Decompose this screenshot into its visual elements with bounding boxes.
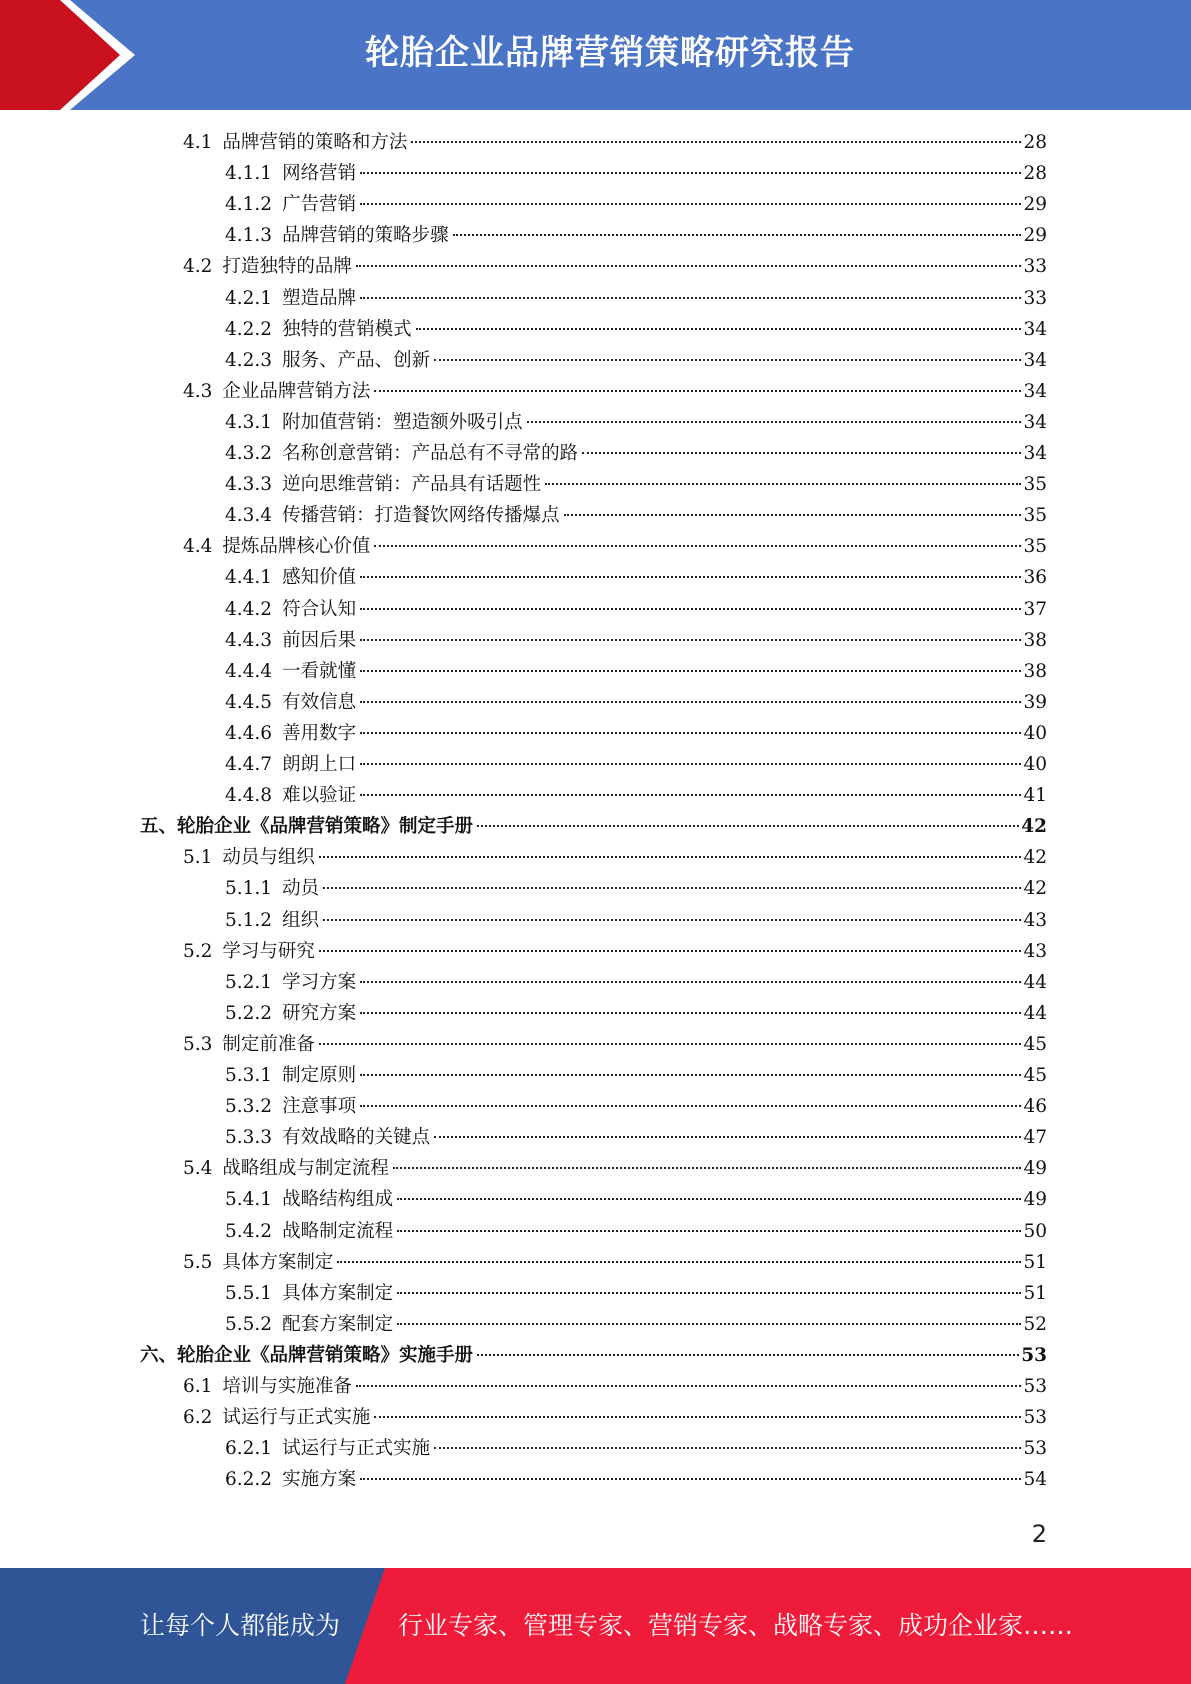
toc-entry-page: 33: [1023, 287, 1047, 309]
toc-entry-number: 4.4.6: [225, 722, 273, 744]
toc-entry-label: 具体方案制定: [222, 1251, 334, 1273]
toc-dot-leader: [360, 732, 1021, 734]
toc-entry-number: 5.2.2: [225, 1002, 273, 1024]
toc-entry-page: 29: [1023, 194, 1047, 216]
toc-entry-label: 服务、产品、创新: [282, 349, 431, 371]
toc-dot-leader: [374, 1416, 1021, 1418]
toc-entry-page: 43: [1023, 940, 1047, 962]
toc-entry-label: 品牌营销的策略步骤: [282, 225, 449, 247]
toc-entry-label: 制定原则: [282, 1065, 357, 1086]
toc-entry[interactable]: [225, 500, 1047, 531]
toc-entry[interactable]: [225, 967, 1047, 998]
toc-dot-leader: [397, 1323, 1021, 1325]
toc-dot-leader: [360, 1478, 1021, 1480]
toc-entry-page: 51: [1023, 1282, 1047, 1304]
toc-dot-leader: [360, 297, 1021, 299]
toc-entry[interactable]: [140, 811, 1047, 842]
toc-entry-label: 打造独特的品牌: [222, 256, 352, 278]
chevron-arrow-icon: [0, 0, 160, 110]
toc-entry-number: 4.2.1: [225, 287, 273, 309]
toc-entry[interactable]: [225, 407, 1047, 438]
toc-dot-leader: [356, 1385, 1022, 1387]
toc-dot-leader: [360, 701, 1021, 703]
toc-dot-leader: [360, 794, 1021, 796]
toc-entry-number: 5.3: [183, 1033, 213, 1055]
toc-entry[interactable]: [225, 1278, 1047, 1309]
toc-entry-number: 4.3: [183, 380, 213, 402]
toc-entry-page: 50: [1023, 1220, 1047, 1242]
toc-entry[interactable]: [225, 905, 1047, 936]
toc-dot-leader: [360, 172, 1021, 174]
toc-entry-page: 35: [1023, 505, 1047, 527]
toc-entry[interactable]: [225, 1091, 1047, 1122]
toc-dot-leader: [337, 1261, 1021, 1263]
toc-entry-number: 4.2.3: [225, 349, 273, 371]
report-title: 轮胎企业品牌营销策略研究报告: [365, 33, 855, 73]
toc-entry-page: 28: [1023, 163, 1047, 185]
toc-entry-page: 34: [1023, 411, 1047, 433]
toc-entry[interactable]: [183, 1153, 1047, 1184]
toc-entry-label: 难以验证: [282, 785, 357, 807]
toc-entry[interactable]: [225, 656, 1047, 687]
toc-dot-leader: [360, 576, 1021, 578]
toc-dot-leader: [582, 452, 1021, 454]
toc-entry-label: 制定前准备: [222, 1033, 315, 1055]
toc-entry-label: 注意事项: [282, 1096, 357, 1118]
toc-dot-leader: [319, 1043, 1022, 1045]
toc-entry-page: 49: [1023, 1189, 1047, 1211]
toc-entry-label: 独特的营销模式: [282, 318, 412, 340]
toc-dot-leader: [393, 1167, 1022, 1169]
toc-entry-label: 一看就懂: [282, 660, 357, 682]
toc-entry-page: 34: [1023, 443, 1047, 464]
toc-dot-leader: [397, 1198, 1021, 1200]
toc-entry-label: 战略制定流程: [282, 1220, 394, 1242]
toc-entry-page: 35: [1023, 536, 1047, 558]
toc-dot-leader: [411, 141, 1021, 143]
toc-entry-label: 传播营销：打造餐饮网络传播爆点: [282, 505, 560, 527]
toc-entry[interactable]: [225, 283, 1047, 314]
toc-dot-leader: [323, 919, 1021, 921]
toc-entry-label: 网络营销: [282, 163, 357, 185]
toc-dot-leader: [434, 359, 1021, 361]
toc-entry-number: 5.3.2: [225, 1096, 273, 1118]
toc-entry-page: 51: [1023, 1251, 1047, 1273]
toc-entry-number: 4.3.4: [225, 505, 273, 527]
page-footer: [0, 1568, 1191, 1684]
toc-dot-leader: [360, 670, 1021, 672]
toc-entry-number: 5.5: [183, 1251, 213, 1273]
toc-entry-number: 4.4.1: [225, 567, 273, 589]
toc-entry-label: 提炼品牌核心价值: [222, 536, 371, 558]
toc-entry-label: 学习方案: [282, 971, 357, 993]
toc-entry-page: 40: [1023, 754, 1047, 775]
toc-entry-number: 4.4.5: [225, 691, 273, 713]
toc-entry-label: 有效战略的关键点: [282, 1127, 431, 1149]
toc-entry-page: 43: [1023, 909, 1047, 931]
toc-entry[interactable]: [183, 1402, 1047, 1433]
toc-dot-leader: [323, 887, 1021, 889]
toc-entry[interactable]: [225, 718, 1047, 749]
toc-entry-label: 符合认知: [282, 598, 357, 620]
toc-entry[interactable]: [225, 780, 1047, 811]
toc-entry-number: 5.5.1: [225, 1282, 273, 1304]
toc-entry-page: 34: [1023, 318, 1047, 340]
toc-entry-page: 44: [1023, 1002, 1047, 1024]
toc-dot-leader: [374, 545, 1021, 547]
toc-entry[interactable]: [225, 1216, 1047, 1247]
toc-entry-label: 有效信息: [282, 691, 357, 713]
toc-entry[interactable]: [225, 220, 1047, 251]
toc-entry[interactable]: [225, 1122, 1047, 1153]
toc-dot-leader: [360, 608, 1021, 610]
toc-entry-number: 6.1: [183, 1376, 213, 1397]
toc-entry-label: 战略组成与制定流程: [222, 1158, 389, 1180]
toc-entry[interactable]: [225, 189, 1047, 220]
toc-dot-leader: [360, 1074, 1021, 1076]
toc-entry-number: 4.4.8: [225, 785, 273, 807]
toc-entry-label: 前因后果: [282, 629, 357, 651]
toc-entry-number: 4.3.1: [225, 411, 273, 433]
toc-entry-number: 4.1.2: [225, 194, 273, 216]
toc-entry[interactable]: [225, 469, 1047, 500]
toc-dot-leader: [360, 1012, 1021, 1014]
toc-entry-label: 动员与组织: [222, 847, 315, 869]
toc-entry-page: 46: [1023, 1096, 1047, 1118]
toc-dot-leader: [564, 514, 1022, 516]
toc-dot-leader: [360, 981, 1021, 983]
toc-entry-label: 善用数字: [282, 722, 357, 744]
toc-entry[interactable]: [183, 531, 1047, 562]
toc-entry-page: 42: [1021, 816, 1047, 838]
toc-entry-number: 5.3.3: [225, 1127, 273, 1149]
toc-dot-leader: [360, 203, 1021, 205]
toc-entry-label: 感知价值: [282, 567, 357, 589]
toc-dot-leader: [477, 825, 1019, 827]
toc-entry-number: 5.2.1: [225, 971, 273, 993]
toc-entry-page: 36: [1023, 567, 1047, 589]
toc-entry-page: 34: [1023, 380, 1047, 402]
toc-entry-page: 47: [1023, 1127, 1047, 1149]
toc-entry-page: 53: [1023, 1407, 1047, 1429]
toc-entry[interactable]: [225, 1433, 1047, 1464]
toc-dot-leader: [360, 639, 1021, 641]
toc-entry[interactable]: [225, 314, 1047, 345]
toc-entry-page: 54: [1023, 1469, 1047, 1491]
toc-entry-number: 5.4.1: [225, 1189, 273, 1211]
toc-entry-label: 附加值营销：塑造额外吸引点: [282, 411, 523, 433]
toc-entry[interactable]: [225, 1464, 1047, 1495]
toc-entry-label: 塑造品牌: [282, 287, 357, 309]
toc-entry[interactable]: [225, 438, 1047, 469]
toc-entry-label: 战略结构组成: [282, 1189, 394, 1211]
toc-dot-leader: [477, 1354, 1019, 1356]
toc-entry-number: 5.3.1: [225, 1065, 273, 1086]
toc-entry-number: 4.4.4: [225, 660, 273, 682]
toc-entry-number: 4.2.2: [225, 318, 273, 340]
toc-entry-label: 动员: [282, 878, 320, 900]
toc-dot-leader: [434, 1447, 1021, 1449]
toc-entry-page: 29: [1023, 225, 1047, 247]
toc-entry-label: 学习与研究: [222, 940, 315, 962]
toc-entry-page: 42: [1023, 878, 1047, 900]
toc-entry-number: 5.5.2: [225, 1313, 273, 1335]
toc-entry-page: 33: [1023, 256, 1047, 278]
toc-entry-page: 49: [1023, 1158, 1047, 1180]
toc-entry-label: 培训与实施准备: [222, 1376, 352, 1397]
toc-entry-number: 4.4.3: [225, 629, 273, 651]
toc-entry-page: 40: [1023, 722, 1047, 744]
toc-entry-number: 4.1: [183, 132, 213, 153]
toc-entry[interactable]: [225, 625, 1047, 656]
toc-entry-number: 5.2: [183, 940, 213, 962]
toc-entry[interactable]: [225, 594, 1047, 625]
toc-entry-label: 广告营销: [282, 194, 357, 216]
toc-dot-leader: [545, 483, 1021, 485]
toc-dot-leader: [527, 421, 1022, 423]
toc-entry-number: 4.1.1: [225, 163, 273, 185]
toc-entry-label: 五、轮胎企业《品牌营销策略》制定手册: [140, 816, 474, 838]
toc-entry-number: 4.4.2: [225, 598, 273, 620]
toc-entry[interactable]: [225, 998, 1047, 1029]
footer-slogan-right: 行业专家、管理专家、营销专家、战略专家、成功企业家……: [398, 1611, 1074, 1640]
toc-entry-label: 配套方案制定: [282, 1313, 394, 1335]
toc-entry[interactable]: [183, 376, 1047, 407]
toc-entry-number: 5.1.1: [225, 878, 273, 900]
toc-entry[interactable]: [183, 1371, 1047, 1402]
toc-entry-number: 5.1: [183, 847, 213, 869]
toc-entry-label: 试运行与正式实施: [222, 1407, 371, 1429]
toc-entry-number: 6.2: [183, 1407, 213, 1429]
toc-entry-page: 44: [1023, 971, 1047, 993]
toc-entry-page: 52: [1023, 1313, 1047, 1335]
toc-entry-page: 45: [1023, 1065, 1047, 1086]
toc-dot-leader: [453, 234, 1022, 236]
toc-entry[interactable]: [183, 1029, 1047, 1060]
toc-entry-page: 28: [1023, 132, 1047, 153]
toc-entry-number: 4.2: [183, 256, 213, 278]
toc-entry[interactable]: [183, 1247, 1047, 1278]
toc-entry-label: 六、轮胎企业《品牌营销策略》实施手册: [140, 1344, 474, 1366]
page-number: 2: [1031, 1520, 1047, 1548]
toc-entry-page: 53: [1023, 1376, 1047, 1397]
toc-entry[interactable]: [183, 251, 1047, 282]
toc-entry[interactable]: [225, 1060, 1047, 1091]
toc-entry[interactable]: [183, 842, 1047, 873]
toc-entry-page: 34: [1023, 349, 1047, 371]
toc-dot-leader: [356, 265, 1022, 267]
toc-entry-label: 名称创意营销：产品总有不寻常的路: [282, 443, 579, 464]
toc-entry-label: 企业品牌营销方法: [222, 380, 371, 402]
toc-entry-label: 试运行与正式实施: [282, 1438, 431, 1460]
toc-entry-number: 4.3.2: [225, 443, 273, 464]
toc-dot-leader: [360, 763, 1021, 765]
toc-entry-page: 37: [1023, 598, 1047, 620]
toc-dot-leader: [397, 1292, 1021, 1294]
toc-entry-number: 6.2.1: [225, 1438, 273, 1460]
toc-entry[interactable]: [225, 1309, 1047, 1340]
toc-entry-page: 53: [1023, 1438, 1047, 1460]
toc-entry[interactable]: [225, 873, 1047, 904]
toc-entry-number: 5.4: [183, 1158, 213, 1180]
toc-entry-label: 实施方案: [282, 1469, 357, 1491]
toc-dot-leader: [397, 1230, 1021, 1232]
toc-entry-page: 45: [1023, 1033, 1047, 1055]
toc-entry-number: 5.1.2: [225, 909, 273, 931]
footer-slogan-left: 让每个人都能成为: [140, 1611, 341, 1640]
toc-entry-label: 品牌营销的策略和方法: [222, 132, 408, 153]
toc-entry[interactable]: [225, 562, 1047, 593]
toc-entry-number: 4.1.3: [225, 225, 273, 247]
toc-dot-leader: [319, 856, 1022, 858]
toc-entry-number: 5.4.2: [225, 1220, 273, 1242]
toc-entry-number: 4.4: [183, 536, 213, 558]
toc-entry-label: 研究方案: [282, 1002, 357, 1024]
toc-dot-leader: [434, 1136, 1021, 1138]
toc-dot-leader: [319, 950, 1022, 952]
toc-entry[interactable]: [225, 687, 1047, 718]
toc-entry-page: 42: [1023, 847, 1047, 869]
toc-entry-number: 4.3.3: [225, 474, 273, 496]
toc-entry-page: 39: [1023, 691, 1047, 713]
toc-entry-number: 4.4.7: [225, 754, 273, 775]
toc-entry-page: 38: [1023, 629, 1047, 651]
toc-entry-page: 41: [1023, 785, 1047, 807]
toc-entry-number: 6.2.2: [225, 1469, 273, 1491]
toc-entry[interactable]: [183, 936, 1047, 967]
toc-entry-page: 35: [1023, 474, 1047, 496]
toc-entry-label: 朗朗上口: [282, 754, 357, 775]
toc-entry[interactable]: [225, 158, 1047, 189]
toc-entry-label: 组织: [282, 909, 320, 931]
toc-entry-label: 逆向思维营销：产品具有话题性: [282, 474, 542, 496]
page-header: [0, 0, 1191, 110]
toc-entry[interactable]: [140, 1340, 1047, 1371]
toc-entry[interactable]: [183, 127, 1047, 158]
toc-dot-leader: [374, 390, 1021, 392]
toc-entry-page: 53: [1021, 1344, 1047, 1366]
toc-entry-page: 38: [1023, 660, 1047, 682]
toc-dot-leader: [360, 1105, 1021, 1107]
toc-entry[interactable]: [225, 1184, 1047, 1215]
toc-entry-label: 具体方案制定: [282, 1282, 394, 1304]
toc-entry[interactable]: [225, 345, 1047, 376]
toc-dot-leader: [416, 328, 1022, 330]
toc-entry[interactable]: [225, 749, 1047, 780]
